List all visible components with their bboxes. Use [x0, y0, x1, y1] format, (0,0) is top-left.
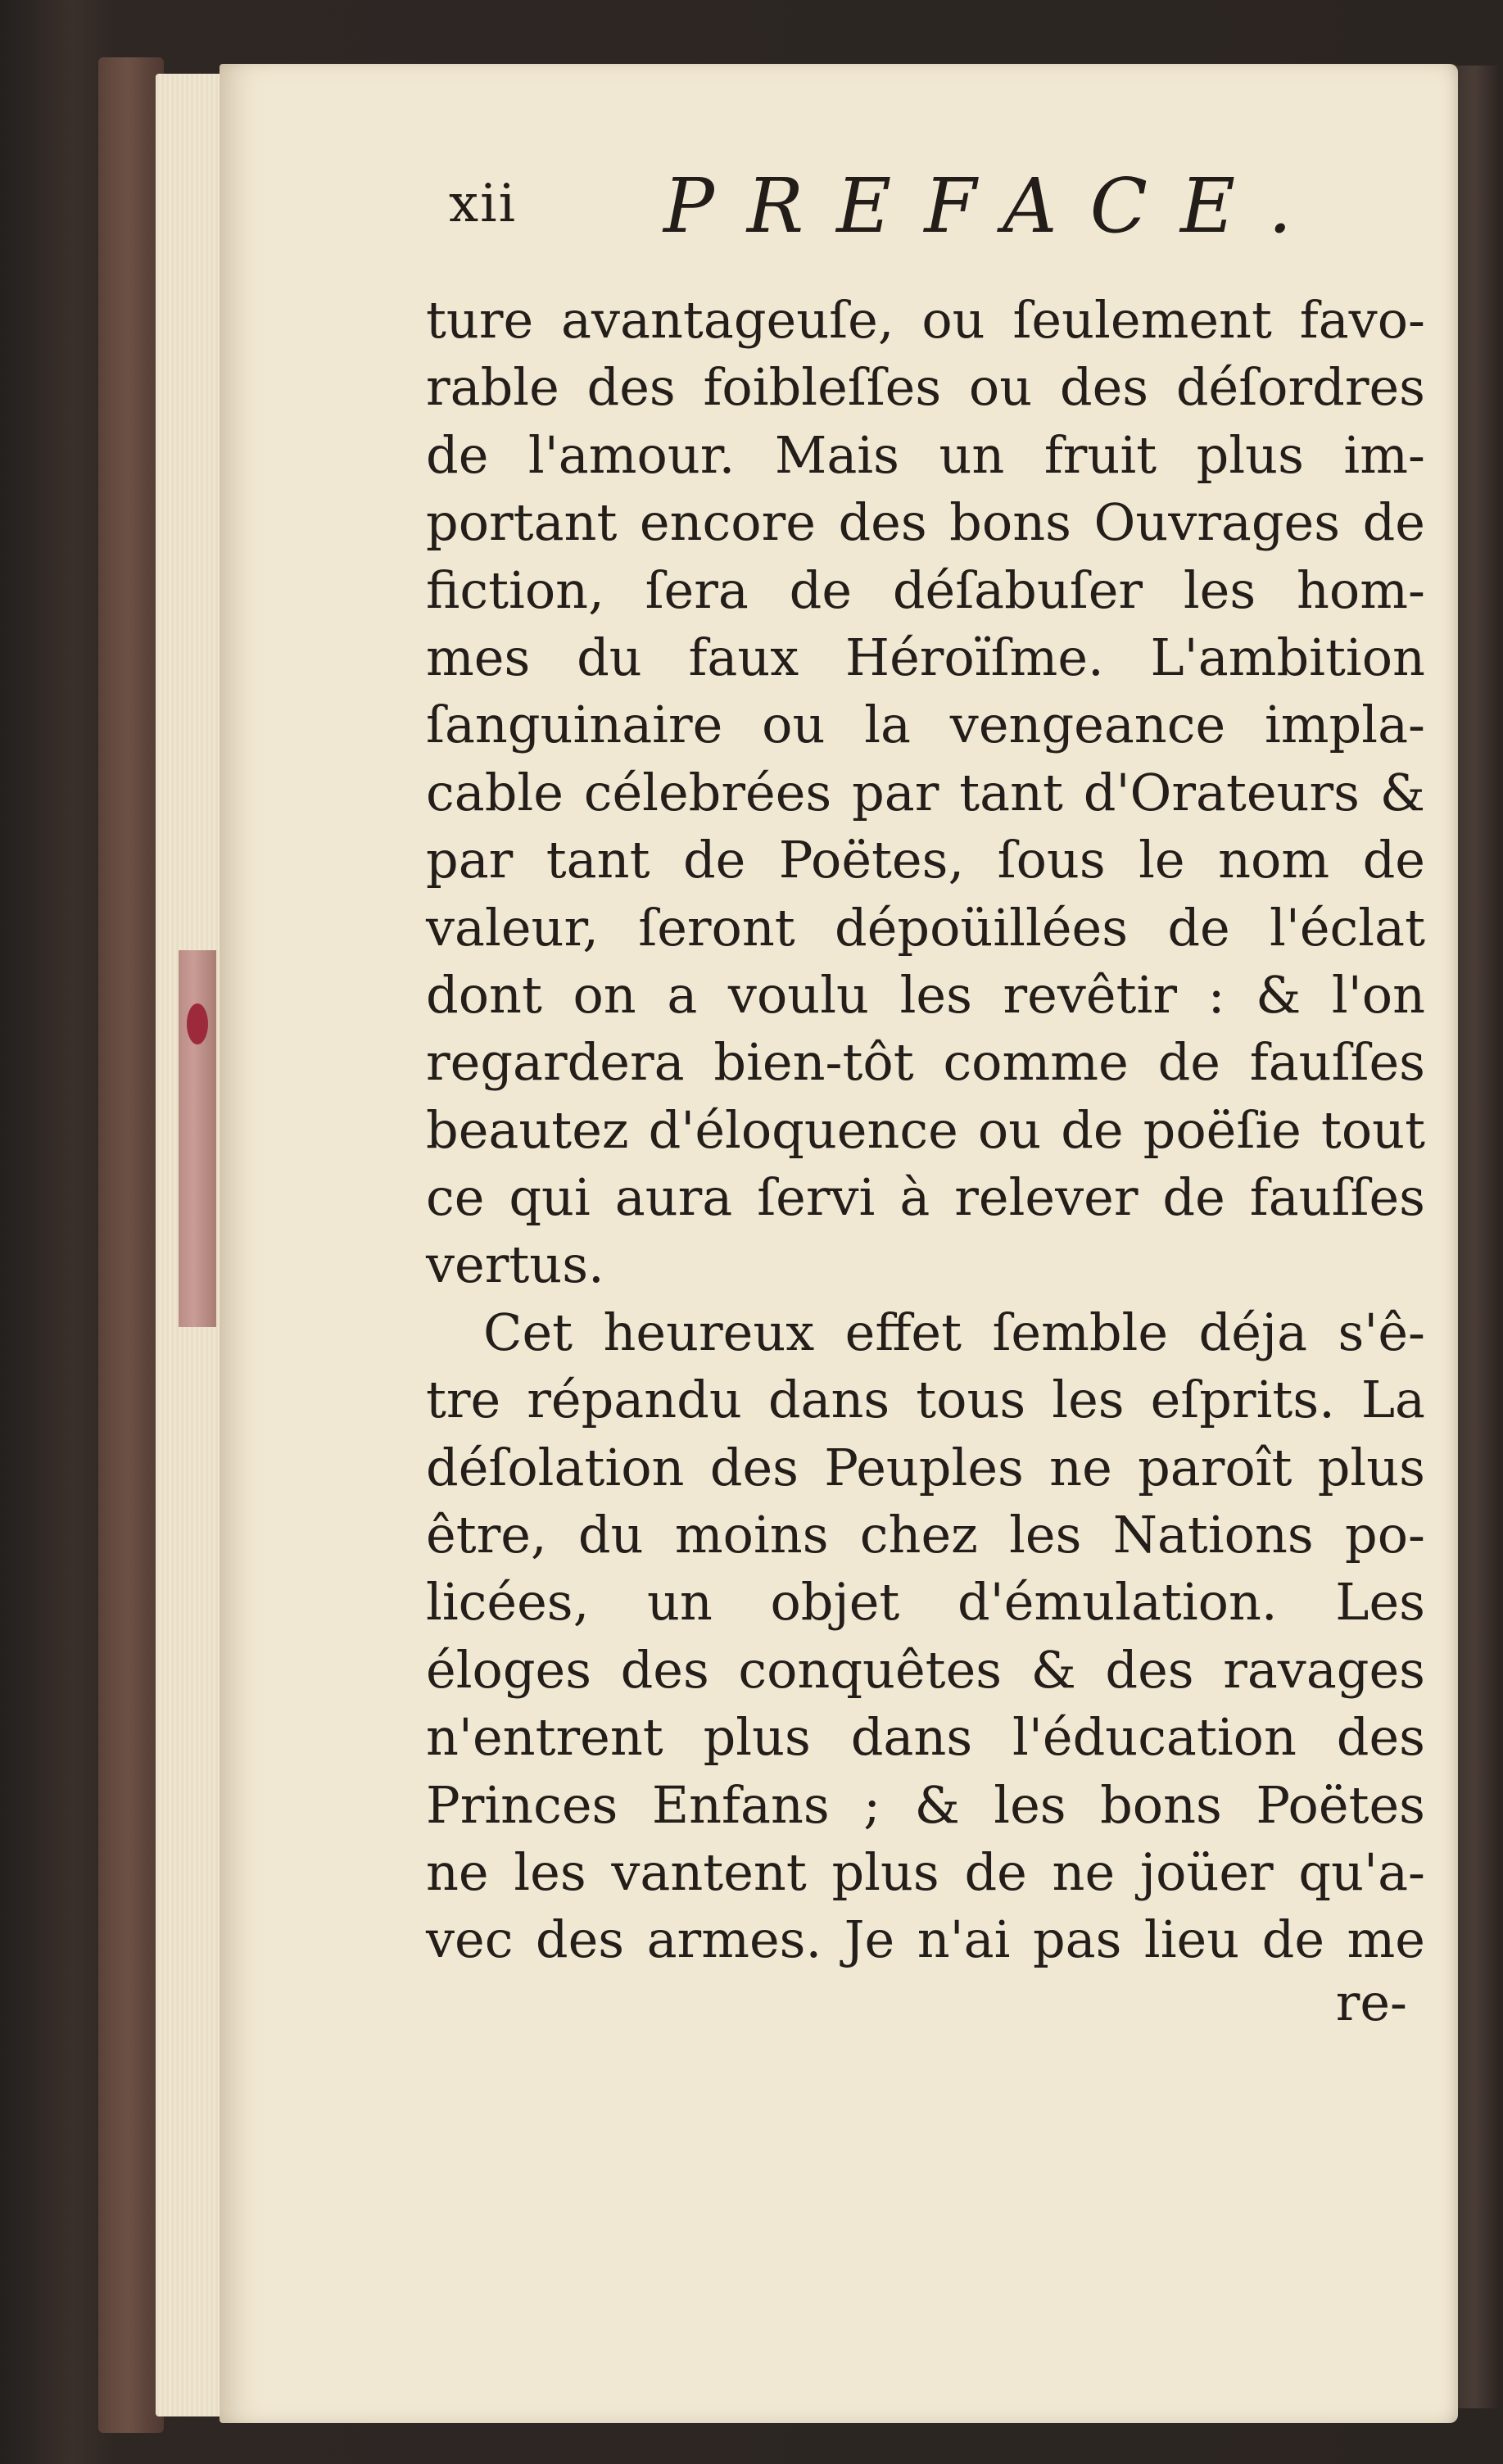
wax-spot: [187, 1003, 208, 1044]
text-line: ture avantageuſe, ou ſeulement favo-: [426, 290, 1425, 350]
text-line: ſanguinaire ou la vengeance impla-: [426, 695, 1425, 755]
text-line: Princes Enfans ; & les bons Poëtes: [426, 1774, 1425, 1835]
text-line: licées, un objet d'émulation. Les: [426, 1572, 1425, 1633]
text-line: dont on a voulu les revêtir : & l'on: [426, 964, 1425, 1025]
catchword: re-: [1335, 1973, 1407, 2032]
text-line: Cet heureux effet ſemble déja s'ê-: [483, 1302, 1425, 1362]
text-line: de l'amour. Mais un fruit plus im-: [426, 424, 1425, 485]
page-number: xii: [449, 174, 518, 234]
body-text: [426, 287, 1425, 1974]
text-line: mes du faux Héroïſme. L'ambition: [426, 627, 1425, 687]
text-line: rable des foibleſſes ou des déſordres: [426, 357, 1425, 418]
text-line: tre répandu dans tous les eſprits. La: [426, 1370, 1425, 1430]
text-line: par tant de Poëtes, ſous le nom de: [426, 830, 1425, 890]
text-line: ce qui aura ſervi à relever de fauſſes: [426, 1167, 1425, 1228]
paragraph: [426, 287, 1425, 1299]
text-line: ne les vantent plus de ne joüer qu'a-: [426, 1841, 1425, 1902]
running-head-title: PREFACE.: [663, 162, 1325, 250]
text-line: éloges des conquêtes & des ravages: [426, 1639, 1425, 1700]
text-line: portant encore des bons Ouvrages de: [426, 492, 1425, 553]
text-line: n'entrent plus dans l'éducation des: [426, 1707, 1425, 1768]
text-line: déſolation des Peuples ne paroît plus: [426, 1437, 1425, 1497]
running-head: [449, 162, 1432, 260]
text-line: vertus.: [426, 1234, 604, 1295]
text-line: vec des armes. Je n'ai pas lieu de me: [426, 1909, 1425, 1970]
text-line: cable célebrées par tant d'Orateurs &: [426, 762, 1425, 822]
leather-cover-edge: [98, 57, 164, 2433]
text-line: être, du moins chez les Nations po-: [426, 1505, 1425, 1565]
paragraph: [426, 1299, 1425, 1974]
text-line: beautez d'éloquence ou de poëſie tout: [426, 1099, 1425, 1160]
text-line: fiction, ſera de déſabuſer les hom-: [426, 559, 1425, 620]
text-line: regardera bien-tôt comme de fauſſes: [426, 1032, 1425, 1093]
text-line: valeur, ſeront dépoüillées de l'éclat: [426, 897, 1425, 958]
